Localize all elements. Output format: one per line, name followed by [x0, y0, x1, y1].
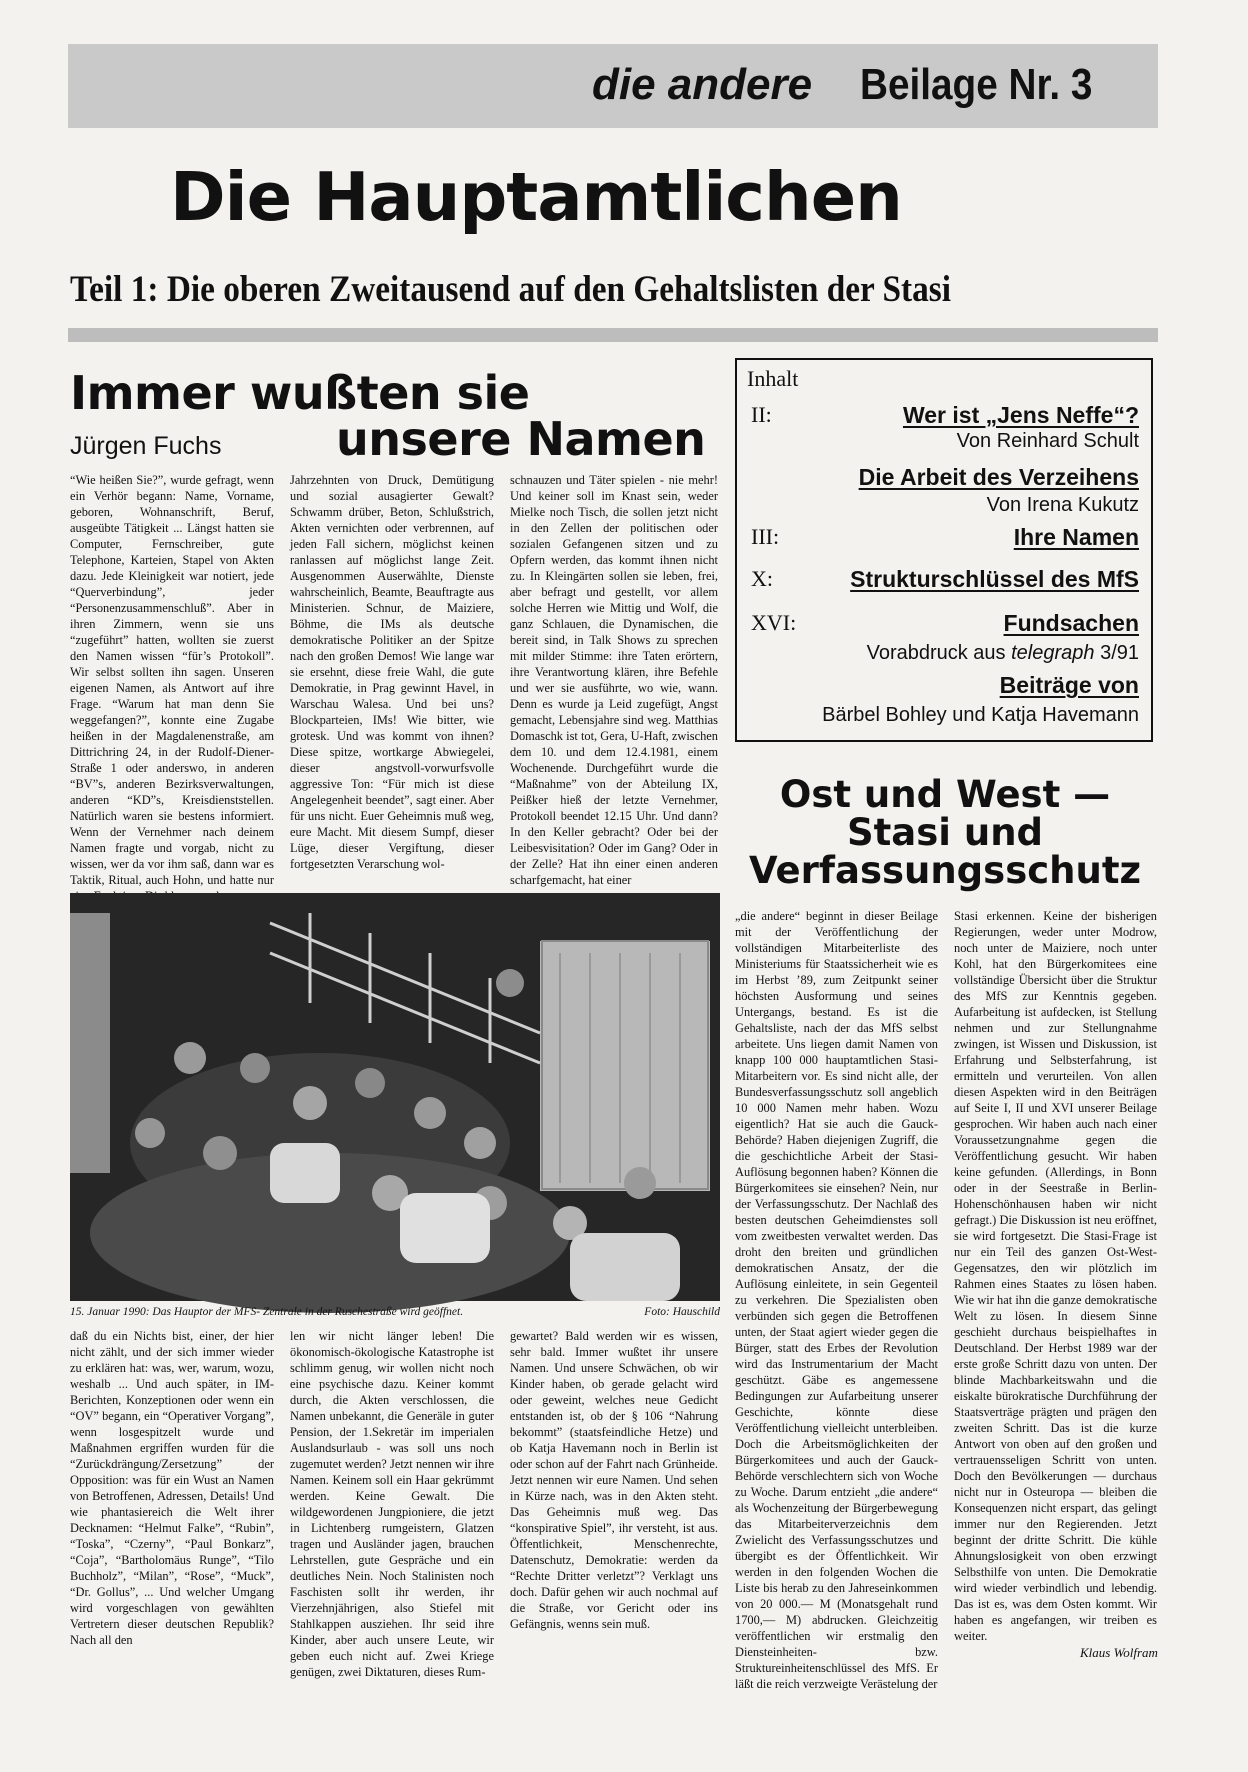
toc-author: Von Reinhard Schult	[956, 430, 1139, 452]
article-column-2: Jahrzehnten von Druck, Demütigung und sozial ausagierter Gewalt? Schwamm drüber, Beton, Schlußstrich, Akten vernichten oder verbrennen, auf jeden Fall sichern, möglichst keinen ranlassen auf möglichst lange Zeit. Ausgenommen Auserwählte, Dienste wahrscheinlich, Beamte, Beauftragte aus Ministerien. Schnur, de Maiziere, Böhme, die IMs als deutsche demokratische Politiker an der Spitze nach den großen Demos! Wie lange war sie ersehnt, diese freie Wahl, die gute Demokratie, in Prag gewinnt Havel, in Warschau Walesa. Und bei uns? Blockparteien, IMs! Wie bitter, wie grotesk. Und was kommt von ihnen? Diese spitze, wortkarge Abwiegelei, dieser angstvoll-vorwurfsvolle aggressive Ton: “Für mich ist diese Angelegenheit beendet”, sagt einer. Aber für uns nicht. Euer Geheimnis muß weg, eure Macht. Mit diesem Sumpf, dieser Lüge, dieser Vergiftung, dieser fortgesetzten Verarschung wol-	[290, 473, 494, 871]
article-column-6: gewartet? Bald werden wir es wissen, sehr bald. Immer wußtet ihr unsere Namen. Und unsere Schwächen, ob wir Kinder haben, ob gerade gelacht wird oder geweint, welches neue Gedicht entstanden ist, ob der § 106 “Nahrung bekommt” (staatsfeindliche Hetze) und ob Katja Havemann noch in Berlin ist oder schon auf der Fahrt nach Grünheide. Jetzt nennen wir eure Namen. Und sehen in Kürze nach, was in den Akten steht. Das Geheimnis muß weg. Das “konspirative Spiel”, ihr versteht, ist aus. Öffentlichkeit, Menschenrechte, Datenschutz, Demokratie: werden da “Rechte Dritter verletzt”? Verklagt uns doch. Dafür gehen wir auch nochmal auf die Straße, vor Gericht oder ins Gefängnis, wenns sein muß.	[510, 1329, 718, 1631]
article-column-3: schnauzen und Täter spielen - nie mehr! Und keiner soll im Knast sein, weder Mielke noch Tisch, die sollen jetzt nicht in den Zellen der politischen oder sozialen Gefangenen sitzen und zu Opfern werden, das kommt ihnen nicht zu. In Kleingärten sollen sie leben, frei, aber befragt und gestellt, vor allem solche Herren wie Mittig und Wolf, die ganz Schlauen, die Dynamischen, die bereit sind, in Talk Shows zu sprechen mit milder Stimme: ihre Taten erörtern, ihre Verantwortung klären, ihre Befehle und wer sie ausführte, wo wie, wann. Denn es wurde ja Leid zugefügt, Angst gemacht, Lebensjahre sind weg. Matthias Domaschk ist tot, Gera, U-Haft, zwischen dem 10. und dem 12.4.1981, einem Wochenende. Durchgeführt wurde die “Maßnahme” von der Abteilung IX, Peißker hieß der letzte Vernehmer, Protokoll beendet 12.15 Uhr. Und dann? In den Keller gebracht? Oder bei der Leibesvisitation? Oder im Gang? Oder in der Zelle? Hat ihn einer einen anderen scharfgemacht, hat einer	[510, 473, 718, 887]
table-of-contents	[735, 358, 1153, 742]
divider-bar	[68, 328, 1158, 342]
section-column-1: „die andere“ beginnt in dieser Beilage mit der Veröffentlichung der vollständigen Mitarbeiterliste des Ministeriums für Staatssicherheit wie es im Herbst ’89, zum Zeitpunkt seiner höchsten Ausformung und seines Untergangs, bestand. Es ist die Gehaltsliste, nach der das MfS selbst arbeitete. Uns liegen damit Namen von knapp 100 000 hauptamtlichen Stasi-Mitarbeitern vor. Es sind nicht alle, der Bundesverfassungsschutz soll angeblich 10 000 Namen mehr haben. Wozu eigentlich? Hat sie auch die Gauck-Behörde? Haben diejenigen Zugriff, die die geschichtliche Arbeit der Stasi-Auflösung begonnen haben? Können die Bürgerkomitees sie einsehen? Nein, nur der Verfassungsschutz. Der Nachlaß des besten deutschen Geheimdienstes soll vom zweitbesten verwaltet werden. Das droht den breiten und gründlichen demokratischen Ansatz, der die Auflösung einleitete, in sein Gegenteil zu verkehren. Die Spezialisten oben verbünden sich gegen die Betroffenen unten, der Staat agiert wieder gegen die Bürger, statt des Erbes der Revolution wird das Instrumentarium der Macht geschützt. Gäbe es angemessene Bedingungen zur Aufarbeitung unserer Geschichte, könnte diese Veröffentlichung vielleicht unterbleiben. Doch die Arbeitsmöglichkeiten der Bürgerkomitees und auch der Gauck-Behörde verschlechtern sich von Woche zu Woche. Darum entzieht „die andere“ als Wochenzeitung der Bürgerbewegung das Mitarbeiterverzeichnis dem Zwielicht des Verfassungsschutzes und übergibt es der Öffentlichkeit. Wir werden in den folgenden Wochen die Liste bis herab zu den Jahreseinkommen von 20 000.— M (Monatsgehalt rund 1700,— M) abdrucken. Gleichzeitig veröffentlichen wir erstmalig den Diensteinheiten- bzw. Struktureinheitenschlüssel des MfS. Er läßt die reich verzweigte Verästelung der	[735, 909, 938, 1691]
photo-caption	[70, 1306, 720, 1318]
article-byline: Jürgen Fuchs	[70, 432, 222, 460]
toc-title: Wer ist „Jens Neffe“?	[902, 402, 1139, 428]
toc-author: Bärbel Bohley und Katja Havemann	[822, 704, 1139, 726]
masthead-brand: die andere	[592, 60, 813, 109]
article-title-line1: Immer wußten sie	[70, 366, 530, 420]
toc-page: III:	[751, 524, 780, 549]
toc-title: Beiträge von	[999, 672, 1139, 698]
article-column-1: “Wie heißen Sie?”, wurde gefragt, wenn ein Verhör begann: Name, Vorname, geboren, Wohnanschrift, Beruf, ausgeübte Tätigkeit ... Längst hatten sie Computer, Fernschreiber, gute Telephone, Karteien, Stapel von Akten dazu. Jede Kleinigkeit war notiert, jede “Querverbindung”, jeder “Personenzusammenschluß”. Aber in ihren Zimmern, wenn sie uns “zugeführt” hatten, wollten sie zuerst den Namen wissen “für’s Protokoll”. Wir selbst sollten ihn sagen. Unseren eigenen Namen, als Antwort auf ihre Frage. “Warum hat man denn Sie weggefangen?”, konnte eine Zugabe heißen in der Magdalenenstraße, am Dittrichring 24, in der Rudolf-Diener-Straße 1 oder anderswo, in anderen “BV”s, anderen Bezirksverwaltungen, anderen “KD”s, Kreisdienststellen. Natürlich waren sie bestens informiert. Wenn der Vernehmer nach deinem Namen fragte und vorgab, nicht zu wissen, wer da vor ihm saß, dann war es Taktik, Ritual, auch Hohn, und hatte nur	[70, 473, 274, 887]
toc-author: Vorabdruck aus telegraph 3/91	[866, 642, 1139, 664]
section-title-line3: Verfassungsschutz	[748, 849, 1142, 892]
section-title-line2: Stasi und	[846, 811, 1044, 854]
crowd-photo-image	[70, 893, 720, 1301]
toc-page: XVI:	[751, 610, 797, 635]
section-column-2: Stasi erkennen. Keine der bisherigen Regierungen, weder unter Modrow, noch unter de Maiziere, noch unter Kohl, hat den Bürgerkomitees eine vollständige Übersicht über die Struktur des MfS zur Kenntnis gegeben. Aufarbeitung ist aufdecken, ist Stellung nehmen und zur Stellungnahme zwingen, ist Wissen und Diskussion, ist Erfahrung und Selbsterfahrung, ist ermitteln und verurteilen. Von allen diesen Aspekten wird in den Beiträgen auf Seite I, II und XVI unserer Beilage gesprochen. Wir haben auch nach einer Voraussetzungnahme gegen die Veröffentlichung gesucht. Wir haben keine gefunden. (Allerdings, in Bonn oder in der Seestraße in Berlin-Hohenschönhausen haben wir nicht gefragt.) Die Diskussion ist neu eröffnet, sie wird fortgesetzt. Die Stasi-Frage ist nur ein Teil des ganzen Ost-West-Gegensatzes, den wir plötzlich im Rahmen eines Staates zu lösen haben. Wie wir hat ihn die ganze demokratische Welt zu lösen. In diesem Sinne geschieht durchaus beispielhaftes in Deutschland. Der Herbst 1989 war der erste große Schritt dazu von unten. Der blinde Machbarkeitswahn und die eiskalte bürokratische Durchführung der Staatsverträge prägten und prägen den zweiten Schritt. Das ist die kurze Antwort von oben auf den großen und vertrauensseligen Schritt von unten. Doch den Bevölkerungen — durchaus nicht nur in Osteuropa — bleiben die Konsequenzen nicht erspart, das gelingt immer nur den Regierenden. Jetzt beginnt der dritte Schritt. Die kühle Ahnungslosigkeit von oben erzwingt Selbsthilfe von unten. Die Demokratie wird wieder verbindlich und lebendig. Das ist es, was dem Osten kommt. Wir haben es angefangen, wir treiben es weiter.	[954, 909, 1157, 1643]
toc-title: Die Arbeit des Verzeihens	[858, 464, 1139, 490]
article-column-5: len wir nicht länger leben! Die ökonomisch-ökologische Katastrophe ist schlimm genug, wir wollen nicht noch eine psychische dazu. Keiner kommt durch, die Akten verschlossen, die Namen unbekannt, die Generäle in guter Pension, der 1.Sekretär im imperialen Auslandsurlaub - was soll uns noch zugemutet werden? Jetzt nennen wir ihre Namen. Keinem soll ein Haar gekrümmt werden. Keine Gewalt. Die wildgewordenen Jungpioniere, die jetzt in Lichtenberg rumgeistern, Glatzen tragen und Ausländer jagen, brauchen Lehrstellen, gute Gespräche und ein deutliches Nein. Noch Stalinisten noch Faschisten sollt ihr werden, ihr Vierzehnjährigen, also Stiefel mit Stahlkappen ausziehen. Ihr seid ihre Kinder, aber auch unsere Leute, wir geben euch nicht auf. Zwei Kriege genügen, zwei Diktaturen, dieses Rum-	[290, 1329, 494, 1679]
article-column-4: daß du ein Nichts bist, einer, der hier nicht zählt, und der sich immer wieder zu erklären hat: was, wer, warum, wozu, weshalb ... Und auch später, in IM-Berichten, Konzeptionen oder wenn ein “OV” begann, ein “Operativer Vorgang”, wenn losgespitzelt wurde und Maßnahmen ergriffen wurden für die “Zurückdrängung/Zersetzung” der Opposition: was für ein Wust an Namen von Betroffenen, Adressen, Details! Und wie phantasiereich die Welt ihrer Decknamen: “Helmut Falke”, “Rubin”, “Toska”, “Czerny”, “Paul Bonkarz”, “Coja”, “Bartholomäus Runge”, “Tilo Buchholz”, “Milan”, “Rose”, “Muck”, “Dr. Gollus”, ... Und welcher Umgang wird vorgeschlagen von gewählten Vertretern dieser deutschen Republik? Nach all den	[70, 1329, 274, 1647]
toc-title: Strukturschlüssel des MfS	[850, 566, 1139, 592]
main-headline: Die Hauptamtlichen	[170, 158, 902, 236]
section-title	[735, 773, 1155, 892]
section-title-line1: Ost und West —	[779, 773, 1111, 816]
photo-caption-text: 15. Januar 1990: Das Hauptor der MFS- Zentrale in der Ruschestraße wird geöffnet.	[70, 1306, 464, 1318]
subheadline: Teil 1: Die oberen Zweitausend auf den Gehaltslisten der Stasi	[70, 269, 951, 310]
toc-author: Von Irena Kukutz	[986, 494, 1139, 516]
author-signature: Klaus Wolfram	[1080, 1645, 1158, 1660]
article-title-line2: unsere Namen	[336, 412, 706, 466]
toc-title: Ihre Namen	[1013, 524, 1139, 550]
toc-label: Inhalt	[747, 366, 799, 391]
masthead-issue: Beilage Nr. 3	[860, 60, 1093, 109]
news-photo	[70, 893, 720, 1301]
toc-page: X:	[751, 566, 773, 591]
toc-page: II:	[751, 402, 772, 427]
photo-credit: Foto: Hauschild	[644, 1306, 720, 1318]
toc-title: Fundsachen	[1003, 610, 1139, 636]
